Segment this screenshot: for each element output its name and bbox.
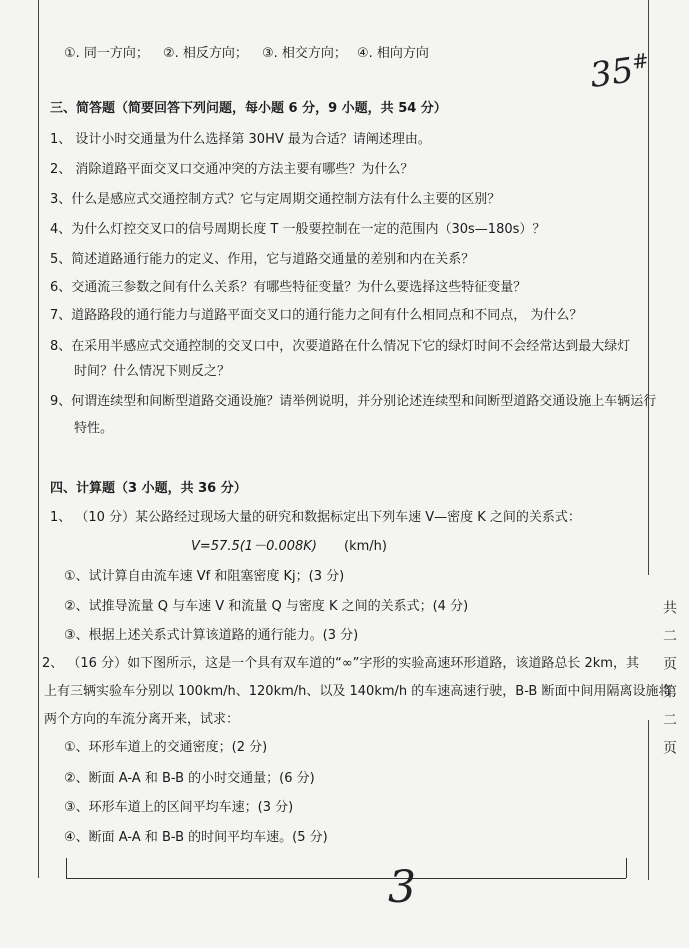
bottom-rule-right-tick bbox=[626, 858, 627, 878]
section3-q1: 1、 设计小时交通量为什么选择第 30HV 最为合适？请阐述理由。 bbox=[50, 132, 431, 147]
section3-q3: 3、什么是感应式交通控制方式？它与定周期交通控制方法有什么主要的区别？ bbox=[50, 192, 501, 207]
option-2: ②. 相反方向； bbox=[163, 46, 248, 61]
section3-heading: 三、简答题（简要回答下列问题，每小题 6 分，9 小题，共 54 分） bbox=[50, 101, 447, 116]
speed-density-formula: V=57.5(1－0.008K) bbox=[191, 539, 317, 554]
formula-unit: (km/h) bbox=[344, 539, 387, 554]
section4-problem2-a: ①、环形车道上的交通密度；(2 分) bbox=[64, 740, 268, 755]
section3-q9-line2: 特性。 bbox=[74, 421, 114, 436]
section4-problem2-d: ④、断面 A-A 和 B-B 的时间平均车速。(5 分) bbox=[64, 830, 328, 845]
section3-q6: 6、交通流三参数之间有什么关系？有哪些特征变量？为什么要选择这些特征变量？ bbox=[50, 280, 527, 295]
section4-problem1-b: ②、试推导流量 Q 与车速 V 和流量 Q 与密度 K 之间的关系式；(4 分) bbox=[64, 599, 469, 614]
left-margin-rule bbox=[38, 0, 39, 878]
section4-problem1-intro: 1、 （10 分）某公路经过现场大量的研究和数据标定出下列车速 V—密度 K 之间的关系式： bbox=[50, 510, 581, 525]
section4-problem1-c: ③、根据上述关系式计算该道路的通行能力。(3 分) bbox=[64, 628, 359, 643]
handwritten-score-value: 35 bbox=[587, 50, 636, 96]
handwritten-page-number: 3 bbox=[388, 862, 416, 913]
section3-q5: 5、简述道路通行能力的定义、作用，它与道路交通量的差别和内在关系？ bbox=[50, 252, 475, 267]
option-3: ③. 相交方向； bbox=[262, 46, 347, 61]
option-4: ④. 相向方向 bbox=[357, 46, 429, 61]
section3-q8-line2: 时间？什么情况下则反之？ bbox=[74, 364, 231, 379]
section4-problem2-line2: 上有三辆实验车分别以 100km/h、120km/h、以及 140km/h 的车速高速行驶，B-B 断面中间用隔离设施将 bbox=[44, 684, 672, 699]
section3-q8-line1: 8、在采用半感应式交通控制的交叉口中，次要道路在什么情况下它的绿灯时间不会经常达到最大绿灯 bbox=[50, 339, 631, 354]
section4-problem2-line1: 2、 （16 分）如下图所示，这是一个具有双车道的“∞”字形的实验高速环形道路，该道路总长 2km，其 bbox=[42, 656, 639, 671]
bottom-rule-left-tick bbox=[66, 858, 67, 878]
option-1: ①. 同一方向； bbox=[64, 46, 149, 61]
bottom-rule bbox=[66, 878, 626, 879]
section3-q2: 2、 消除道路平面交叉口交通冲突的方法主要有哪些？为什么？ bbox=[50, 162, 414, 177]
right-margin-rule-lower bbox=[648, 720, 649, 880]
section3-q7: 7、道路路段的通行能力与道路平面交叉口的通行能力之间有什么相同点和不同点， 为什么？ bbox=[50, 308, 583, 323]
page-count-side-label: 共二页第二页 bbox=[661, 600, 677, 768]
section3-q9-line1: 9、何谓连续型和间断型道路交通设施？请举例说明，并分别论述连续型和间断型道路交通设施上车辆运行 bbox=[50, 394, 657, 409]
section4-problem1-a: ①、试计算自由流车速 Vf 和阻塞密度 Kj；(3 分) bbox=[64, 569, 345, 584]
section4-problem2-c: ③、环形车道上的区间平均车速；(3 分) bbox=[64, 800, 294, 815]
section4-problem2-line3: 两个方向的车流分离开来，试求： bbox=[44, 712, 240, 727]
section3-q4: 4、为什么灯控交叉口的信号周期长度 T 一般要控制在一定的范围内（30s—180s）？ bbox=[50, 222, 546, 237]
section4-heading: 四、计算题（3 小题，共 36 分） bbox=[50, 481, 247, 496]
section4-problem2-b: ②、断面 A-A 和 B-B 的小时交通量；(6 分) bbox=[64, 771, 315, 786]
handwritten-mark: # bbox=[630, 48, 651, 75]
handwritten-score bbox=[588, 48, 653, 96]
